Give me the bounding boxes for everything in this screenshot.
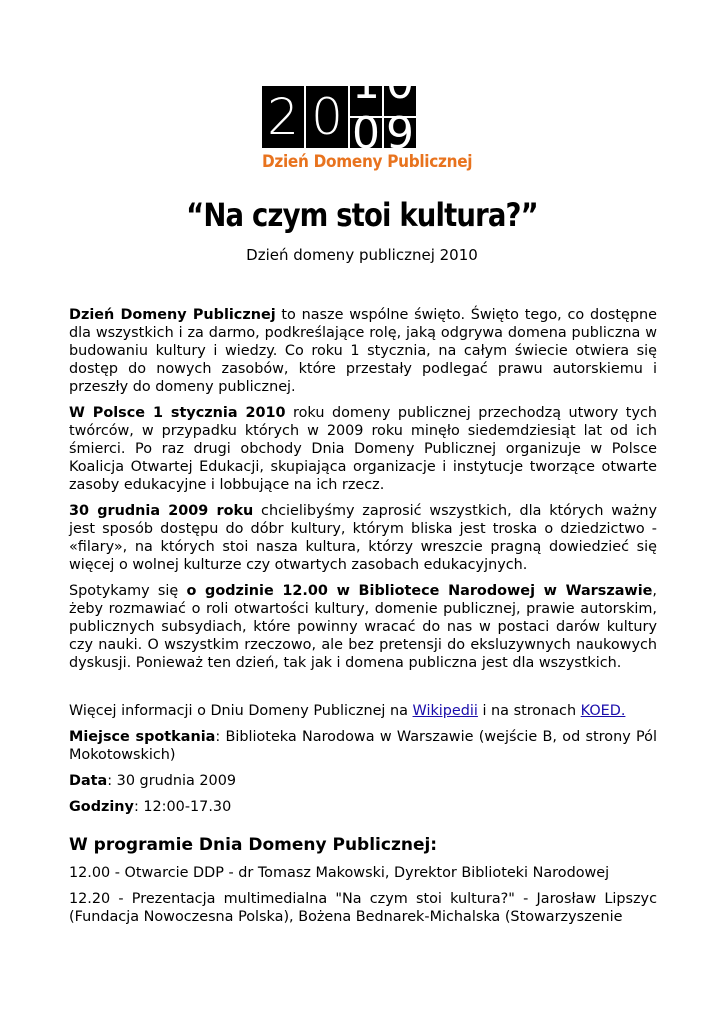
page-title: “Na czym stoi kultura?” (186, 196, 538, 234)
logo-text: Dzień Domeny Publicznej (262, 152, 473, 172)
paragraph-text: roku domeny publicznej przechodzą utwory tych twórców, w przypadku których w 2009 roku minęło siedemdziesiąt lat od ich śmierci. Po raz drugi obchody Dnia Domeny Publicznej organizuje w Polsce Koalicja Otwartej Edukacji, skupiająca organizacje i instytucje tworzące otwarte zasoby edukacyjne i lobbujące na ich rzecz. (69, 405, 657, 493)
bold-text: W Polsce 1 stycznia 2010 (69, 405, 286, 421)
paragraph-invitation (69, 502, 657, 574)
logo-flip-bottom: 9 (386, 108, 414, 159)
program-item: 12.20 - Prezentacja multimedialna "Na czym stoi kultura?" - Jarosław Lipszyc (Fundacja Nowoczesna Polska), Bożena Bednarek-Michalska (Stowarzyszenie (69, 891, 657, 925)
paragraph-poland (69, 404, 657, 494)
logo-flip-digit (350, 58, 382, 159)
paragraph-meeting (69, 582, 657, 672)
paragraph-text: , żeby rozmawiać o roli otwartości kultury, domenie publicznej, prawie autorskim, publicznych subsydiach, które powinny wracać do nas w postaci darów kultury czy nauki. O wszystkim rzeczowo, ale bez pretensji do eksluzywnych naukowych dyskusji. Ponieważ ten dzień, tak jak i domena publiczna jest dla wszystkich. (69, 583, 657, 671)
meeting-date-value: : 30 grudnia 2009 (107, 773, 236, 789)
meeting-place-value: : Biblioteka Narodowa w Warszawie (wejście B, od strony Pól Mokotowskich) (69, 729, 657, 763)
logo-digit: 0 (306, 86, 348, 148)
info-text: Więcej informacji o Dniu Domeny Publicznej na (69, 703, 413, 719)
meeting-date (69, 772, 657, 790)
meeting-place (69, 728, 657, 764)
logo-flip-top: 1 (352, 58, 380, 109)
logo-flip-digit (384, 58, 416, 159)
info-text: i na stronach (477, 703, 581, 719)
logo-flip-bottom: 0 (352, 108, 380, 159)
paragraph-text: chcielibyśmy zaprosić wszystkich, dla których ważny jest sposób dostępu do dóbr kultury, którym bliska jest troska o dziedzictwo - «filary», na których stoi nasza kultura, którzy wreszcie pragną dowiedzieć się więcej o wolnej kulturze czy otwartych zasobach edukacyjnych. (69, 503, 657, 573)
bold-text: Dzień Domeny Publicznej (69, 307, 276, 323)
meeting-date-label: Data (69, 773, 108, 789)
program-item: 12.00 - Otwarcie DDP - dr Tomasz Makowski, Dyrektor Biblioteki Narodowej (69, 865, 610, 881)
meeting-hours-label: Godziny (69, 799, 134, 815)
logo-digit: 2 (262, 86, 304, 148)
program-heading: W programie Dnia Domeny Publicznej: (69, 835, 438, 855)
bold-text: 30 grudnia 2009 roku (69, 503, 254, 519)
wikipedia-link[interactable]: Wikipedii (412, 703, 478, 719)
paragraph-intro (69, 306, 657, 396)
meeting-hours-value: : 12:00-17.30 (133, 799, 232, 815)
page-subtitle: Dzień domeny publicznej 2010 (246, 246, 478, 264)
more-info-line (69, 702, 657, 720)
bold-text: o godzinie 12.00 w Bibliotece Narodowej w Warszawie (186, 583, 653, 599)
meeting-hours (69, 798, 657, 816)
meeting-place-label: Miejsce spotkania (69, 729, 216, 745)
paragraph-text: Spotykamy się (69, 583, 187, 599)
event-logo (262, 58, 473, 182)
paragraph-text: to nasze wspólne święto. Święto tego, co dostępne dla wszystkich i za darmo, podkreślające rolę, jaką odgrywa domena publiczna w budowaniu kultury i wiedzy. Co roku 1 stycznia, na całym świecie otwiera się dostęp do nowych zasobów, które przestały podlegać prawu autorskiemu i przeszły do domeny publicznej. (69, 307, 658, 395)
koed-link[interactable]: KOED. (580, 703, 626, 719)
document-body (69, 306, 657, 934)
logo-flip-top: 0 (386, 58, 414, 109)
